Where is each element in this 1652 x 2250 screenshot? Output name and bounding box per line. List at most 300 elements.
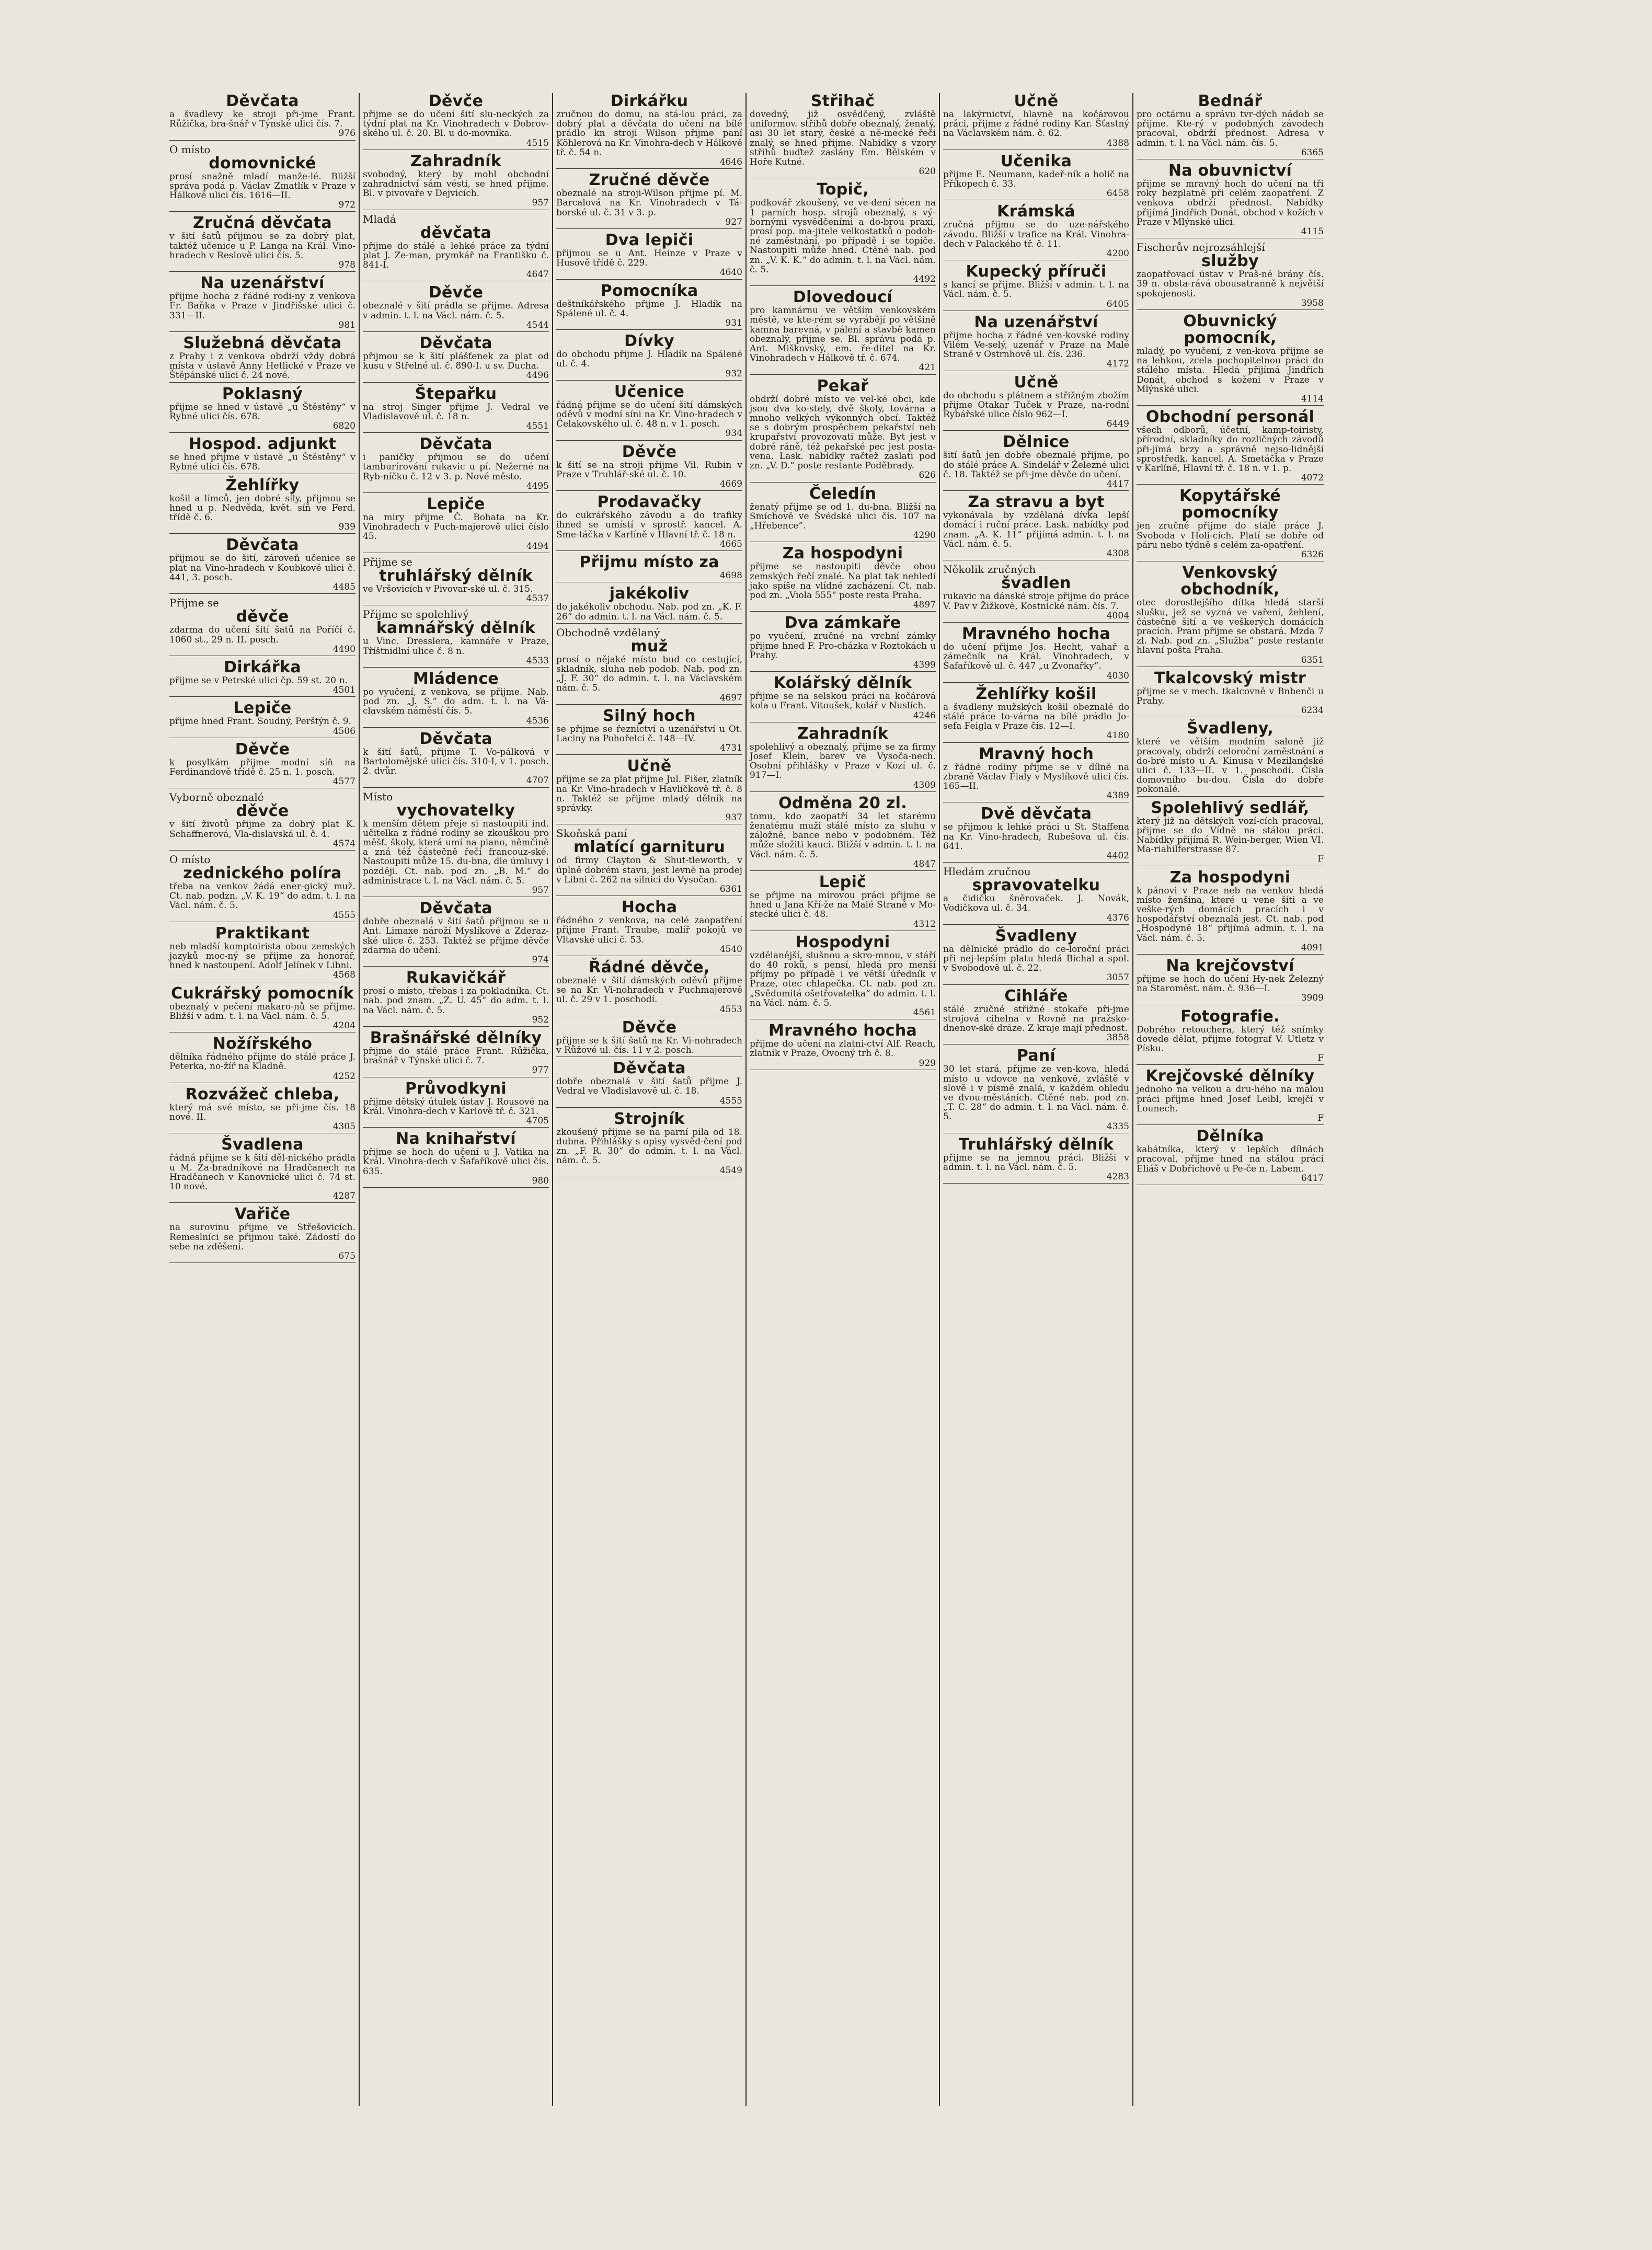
ad-number: 4533	[526, 655, 549, 666]
classified-ad	[1137, 1068, 1324, 1125]
ad-heading: Dirkářku	[610, 93, 689, 110]
ad-body: k posylkám přijme modní síň na Ferdinandově třídě č. 25 n. 1. posch.	[169, 757, 355, 777]
ad-heading: domovnické	[209, 154, 316, 173]
ad-number: 4568	[332, 970, 355, 981]
ad-body: po vyučení, z venkova, se přijme. Nab. pod zn. „J. S.“ do adm. t. l. na Vá-clavském náměstí čís. 5.	[363, 686, 549, 717]
ad-body: zdarma do učení šití šatů na Poříčí č. 1060 st., 29 n. II. posch.	[169, 625, 355, 645]
ad-number: 927	[725, 216, 742, 227]
ad-heading: spravovatelku	[972, 876, 1100, 895]
ad-number: 4200	[1106, 248, 1129, 259]
ad-body: přijme do stálé a lehké práce za týdní plat J. Ze-man, prymkář na Františku č. 841-I.	[363, 240, 549, 271]
ad-body: se hned přijme v ústavě „u Štěstěny“ v Rybné ulici čís. 678.	[169, 452, 355, 473]
ad-number: 4485	[332, 582, 355, 593]
column-3	[553, 93, 747, 2106]
ad-body: který má své místo, se při-jme čís. 18 nové. II.	[169, 1102, 355, 1122]
ad-heading: služby	[1201, 252, 1259, 271]
classified-ad	[943, 434, 1129, 491]
ad-number: 675	[338, 1251, 355, 1262]
ad-body: pro octárnu a správu tvr-dých nádob se přijme. Kte-rý v podobných závodech pracoval, obdrží přednost. Adresa v admin. t. l. na Václ. nám. čís. 5.	[1137, 109, 1324, 148]
classified-ad	[943, 746, 1129, 803]
ad-heading: Děvčata	[419, 899, 492, 918]
ad-heading: Děvčata	[226, 536, 299, 555]
ad-heading: Dělníka	[1196, 1127, 1264, 1146]
ad-heading: Na obuvnictví	[1168, 162, 1292, 180]
classified-ad	[750, 874, 936, 931]
ad-body: na dělnické prádlo do ce-loroční práci při nej-lepším platu hledá Bichal a spol. v Svobodově ul. č. 22.	[943, 944, 1129, 974]
ad-body: třeba na venkov žádá ener-gický muž. Ct. nab. podzn. „V. K. 19“ do adm. t. l. na Václ. nám. č. 5.	[169, 881, 355, 911]
ad-body: 30 let stará, přijme ze ven-kova, hledá místo u vdovce na venkově, zvláště v slově i v písmě znalá, v každém ohledu ve dvou-městáních. Ctěné nab. pod zn. „T. C. 28“ do admin. t. l. na Václ. nám. č. 5.	[943, 1064, 1129, 1122]
ad-body: přijme se do učení šití slu-neckých za týdní plat na Kr. Vinohradech v Dobrov-ského ul. č. 20. Bl. u do-movníka.	[363, 109, 549, 139]
ad-number: 957	[532, 885, 549, 896]
classified-ad	[943, 314, 1129, 371]
classified-ad	[943, 374, 1129, 431]
classified-ad	[169, 985, 355, 1033]
classified-ad	[943, 626, 1129, 683]
classified-ad	[363, 970, 549, 1027]
classified-ad	[169, 93, 355, 141]
classified-ad	[943, 806, 1129, 863]
ad-heading: Zahradník	[410, 152, 502, 170]
classified-ad	[750, 934, 936, 1019]
classified-ad	[169, 1206, 355, 1263]
ad-heading: Dvě děvčata	[980, 805, 1092, 823]
ad-body: po vyučení, zručné na vrchní zámky přijme hned F. Pro-cházka v Roztokách u Prahy.	[750, 631, 936, 661]
classified-ad	[363, 335, 549, 383]
ad-body: které ve větším modním saloně již pracovaly, obdrží celoroční zaměstnání a do-bré místo u A. Kinusa v Mezilandské ulici č. 133—II. v 1. poschodí. Čísla domovního bu-dou. Čísla do dobře pokonalé.	[1137, 737, 1324, 795]
ad-number: 3057	[1106, 972, 1129, 983]
ad-heading: Na uzenářství	[974, 313, 1098, 331]
classified-ad	[1137, 1128, 1324, 1185]
ad-heading: jakékoliv	[609, 584, 690, 603]
ad-body: přijme hocha z řádné ven-kovské rodiny Vilém Ve-selý, uzenář v Praze na Malé Straně v Ostrnhově ul. čís. 236.	[943, 330, 1129, 360]
classified-ad	[556, 899, 742, 956]
ad-number: 6449	[1106, 419, 1129, 430]
ad-heading: Děvče	[622, 1018, 677, 1037]
ad-body: Dobrého retouchera, který též snímky dovede dělat, přijme fotograf V. Utletz v Písku.	[1137, 1024, 1324, 1054]
ad-heading: muž	[630, 637, 668, 656]
ad-number: 4495	[526, 480, 549, 491]
ad-number: 6361	[719, 883, 742, 894]
ad-body: do jakékoliv obchodu. Nab. pod zn. „K. F. 26“ do admin. t. l. na Václ. nám. č. 5.	[556, 602, 742, 622]
classified-ad	[556, 828, 742, 896]
ad-body: se přijme na mírovou práci přijme se hned u Jana Kří-že na Malé Straně v Mo-stecké ulici č. 48.	[750, 890, 936, 920]
ad-number: 4115	[1301, 226, 1324, 237]
ad-heading: vychovatelky	[396, 801, 515, 820]
ad-preheading: Přijme se	[169, 596, 219, 610]
classified-ad	[943, 203, 1129, 260]
ad-body: vykonávala by vzdělaná dívka lepší domácí i ruční práce. Lask. nabídky pod znam. „A. K. 11“ přijímá admin. t. l. na Václ. nám. č. 5.	[943, 510, 1129, 549]
ad-heading: Učně	[627, 757, 672, 776]
ad-number: 4555	[719, 1095, 742, 1106]
ad-number: 4204	[332, 1020, 355, 1031]
ad-body: a švadleny mužských košil obeznalé do stálé práce to-várna na bílé prádlo Jo-sefa Feigla v Praze čís. 12—I.	[943, 702, 1129, 732]
ad-number: 6458	[1106, 188, 1129, 199]
ad-body: tomu, kdo zaopatří 34 let starému ženatému muži stálé místo za sluhu v záložně, bance nebo v podobném. Též může složiti kauci. Bližší v admin. t. l. na Václ. nám. č. 5.	[750, 811, 936, 860]
ad-number: 974	[532, 954, 549, 965]
ad-heading: Krejčovské dělníky	[1145, 1067, 1315, 1086]
ad-number: 4555	[332, 910, 355, 921]
ad-heading: Děvčata	[419, 435, 492, 454]
ad-body: přijmou se k šití plášťenek za plat od kusu v Střelné ul. č. 890-I. u sv. Ducha.	[363, 351, 549, 372]
ad-number: 4305	[332, 1121, 355, 1132]
ad-heading: Lepiče	[427, 495, 485, 514]
ad-heading: Dělnice	[1003, 433, 1070, 452]
ad-number: 4665	[719, 538, 742, 549]
ad-body: ve Vršovicích v Pivovar-ské ul. č. 315.	[363, 583, 533, 594]
ad-number: 4402	[1106, 850, 1129, 861]
ad-body: neb mladší komptoirista obou zemských jazyků moc-ný se přijme za honorář, hned k nastoupení. Adolf Jelínek v Libni.	[169, 941, 355, 971]
ad-heading: truhlářský dělník	[379, 566, 533, 585]
classified-ad	[169, 1137, 355, 1203]
ad-heading: Kupecký příruči	[966, 262, 1107, 281]
ad-number: 4561	[913, 1007, 936, 1018]
ad-heading: Zručná děvčata	[193, 214, 332, 233]
column-1	[166, 93, 360, 2106]
ad-number: F	[1317, 854, 1324, 865]
ad-heading: děvče	[236, 607, 289, 626]
classified-ad	[1137, 958, 1324, 1005]
ad-heading: Učenika	[1000, 152, 1072, 170]
ad-body: do cukrářského závodu a do trafiky ihned se umístí v sprostř. kancel. A. Sme-táčka v Karlíně v Hlavní tř. č. 18 n.	[556, 510, 742, 540]
ad-body: a švadlevy ke stroji při-jme Frant. Růžička, bra-šnář v Týnské ulici čís. 7.	[169, 109, 355, 130]
classified-ad	[169, 477, 355, 534]
ad-heading: Tkalcovský mistr	[1154, 669, 1306, 687]
ad-number: 6365	[1301, 147, 1324, 158]
classified-ad	[363, 496, 549, 553]
ad-number: 4897	[913, 600, 936, 611]
ad-body: a čidičku šněrovaček. J. Novák, Vodičkova ul. č. 34.	[943, 893, 1129, 914]
ad-number: 4494	[526, 541, 549, 552]
classified-ad	[363, 731, 549, 788]
ad-body: přijme hocha z řádné rodi-ny z venkova Fr. Baňka v Praze v Jindřišské ulici č. 331—II.	[169, 291, 355, 321]
ad-heading: Hospod. adjunkt	[188, 435, 337, 454]
ad-body: obeznalý v pečení makaro-nů se přijme. Bližší v adm. t. l. na Václ. nám. č. 5.	[169, 1001, 355, 1021]
ad-number: 4252	[332, 1071, 355, 1082]
classified-ad	[750, 1023, 936, 1070]
ad-number: 4553	[719, 1004, 742, 1015]
ad-heading: Lepiče	[233, 699, 292, 718]
ad-number: 6405	[1106, 299, 1129, 309]
classified-ad	[169, 144, 355, 212]
classified-ad	[169, 854, 355, 922]
ad-number: 4004	[1106, 610, 1129, 621]
ad-heading: Střihač	[810, 93, 875, 110]
ad-body: do obchodu s plátnem a střižným zbožím přijme Otakar Tuček v Praze, na-rodní Rybářské ulice číslo 962—I.	[943, 390, 1129, 420]
ad-number: 6326	[1301, 549, 1324, 560]
ad-body: k pánovi v Praze neb na venkov hledá místo ženšina, které u vene šíti a ve veške-rých domácích pracích i v hospodářství obeznalá jest. Ct. nab. pod „Hospodyně 18“ přijímá admin. t. l. na Václ. nám. č. 5.	[1137, 885, 1324, 944]
ad-preheading: Obchodně vzdělaný	[556, 626, 660, 639]
ad-body: přijme se nastoupiti děvče obou zemských řečí znalé. Na plat tak nehledí jako spíše na vlídné zacházení. Ct. nab. pod zn. „Viola 555“ poste resta Praha.	[750, 561, 936, 601]
ad-preheading: Skoňská paní	[556, 827, 627, 840]
classified-ad	[363, 1081, 549, 1128]
ad-body: přijme E. Neumann, kadeř-ník a holič na Příkopech č. 33.	[943, 169, 1129, 190]
ad-body: deštníkářského přijme J. Hladík na Spálené ul. č. 4.	[556, 299, 742, 319]
ad-body: pro kamnárnu ve větším venkovském městě, ve kte-rém se vyrábějí po většině kamna barevná, v pálení a stavbě kamen obeznalý, přijme se. Bl. správu podá p. Ant. Miškovský, em. ře-ditel na Kr. Vinohradech v Hálkově tř. č. 674.	[750, 305, 936, 364]
ad-heading: Děvčata	[226, 93, 299, 110]
ad-number: 4492	[913, 274, 936, 285]
ad-body: k menším dětem přeje si nastoupiti ind. učitelka z řádné rodiny se zkouškou pro měšť. školy, která umí na piano, němčině a zná též částečně řeči francouz-ské. Nastoupiti může 15. du-bna, dle úmluvy i později. Ct. nab. pod zn. „B. M.“ do administrace t. l. na Václ. nám. č. 5.	[363, 818, 549, 886]
ad-body: řádného z venkova, na celé zaopatření přijme Frant. Traube, malíř pokojů ve Vltavské ulici č. 53.	[556, 915, 742, 945]
ad-heading: Švadleny,	[1186, 719, 1274, 738]
ad-heading: Za hospodyni	[1169, 868, 1291, 887]
ad-number: 4399	[913, 659, 936, 670]
ad-preheading: Hledám zručnou	[943, 865, 1031, 878]
ad-heading: Dirkářka	[224, 658, 301, 676]
ad-number: 4847	[913, 858, 936, 869]
ad-heading: Zručné děvče	[589, 171, 710, 190]
ad-body: dovedný, již osvědčený, zvláště uniformov. střihů dobře obeznalý, ženatý, asi 30 let starý, české a ně-mecké řeči znalý, se hned přijme. Nabídky s vzory střihů buďtež zaslány Em. Bělském v Hoře Kutné.	[750, 109, 936, 168]
ad-preheading: Fischerův nejrozsáhlejší	[1137, 241, 1265, 254]
ad-heading: Truhlářský dělník	[958, 1135, 1114, 1154]
ad-heading: Švadlena	[221, 1135, 304, 1154]
ad-number: 4537	[526, 593, 549, 604]
classified-ad	[750, 726, 936, 792]
classified-ad	[169, 335, 355, 383]
ad-number: 4309	[913, 779, 936, 790]
ad-number: 4308	[1106, 548, 1129, 559]
ad-heading: Zahradník	[797, 724, 889, 743]
ad-number: 978	[338, 260, 355, 271]
ad-number: 976	[338, 128, 355, 139]
ad-body: řádná přijme se k šití děl-nického prádla u M. Za-bradníkové na Hradčanech na Hradčanech v Kanovnické ulici č. 74 st. 10 nové.	[169, 1153, 355, 1192]
classified-ad	[1137, 93, 1324, 159]
ad-body: z řádné rodiny přijme se v dílně na zbraně Václav Fialy v Myslíkově ulici čís. 165—II.	[943, 762, 1129, 791]
classified-ad	[943, 494, 1129, 560]
classified-ad	[363, 671, 549, 728]
classified-ad	[169, 741, 355, 789]
ad-number: 6351	[1301, 655, 1324, 665]
classified-ad	[943, 153, 1129, 201]
ad-preheading: O místo	[169, 143, 211, 156]
classified-ad	[556, 1019, 742, 1057]
classified-ad	[363, 1131, 549, 1188]
ad-body: na miry přijme Č. Bohata na Kr. Vinohradech v Puch-majerově ulici číslo 45.	[363, 512, 549, 542]
ad-body: podkovář zkoušený, ve ve-dení sécen na 1 parních hosp. strojů obeznalý, s vý-bornými vysvědčeními a do-brou praxí, prosí pop. ma-jitele velkostatků o podob-né zaměstnání, po případě i se topiče. Nastoupiti může hned. Ctěné nab. pod zn. „V. K. K.“ do admin. t. l. na Václ. nám. č. 5.	[750, 198, 936, 275]
ad-body: u Vinc. Dresslera, kamnáře v Praze, Tříštnidlní ulice č. 8 n.	[363, 636, 549, 657]
ad-body: dobře obeznalá v šití šatů přijme J. Vedral ve Vladislavově ul. č. 18.	[556, 1076, 742, 1097]
ad-heading: Děvče	[428, 283, 484, 302]
classified-ad	[556, 959, 742, 1016]
ad-preheading: Několik zručných	[943, 563, 1036, 576]
ad-number: F	[1317, 1053, 1324, 1064]
ad-heading: mlatící garnituru	[573, 838, 726, 857]
classified-ad	[750, 675, 936, 722]
ad-body: přijme se na jemnou práci. Bližší v admin. t. l. na Václ. nám. č. 5.	[943, 1152, 1129, 1173]
classified-ad	[556, 554, 742, 582]
ad-heading: Děvče	[428, 93, 484, 110]
ad-body: přijme se v Petrské ulici čp. 59 st. 20 n.	[169, 675, 348, 686]
classified-ad	[169, 537, 355, 594]
ad-number: 4388	[1106, 137, 1129, 148]
ad-heading: Lepič	[819, 873, 867, 891]
classified-ad	[363, 213, 549, 282]
classified-ad	[363, 284, 549, 332]
classified-ad	[556, 283, 742, 330]
ad-body: se přijmou k lehké práci u St. Staffena na Kr. Vino-hradech, Rubešova ul. čís. 641.	[943, 822, 1129, 852]
ad-heading: Nožířského	[212, 1035, 313, 1053]
classified-ad	[943, 928, 1129, 985]
ad-number: 4114	[1301, 394, 1324, 405]
ad-number: 4647	[526, 269, 549, 280]
ad-number: 4540	[719, 944, 742, 955]
ad-number: 4544	[526, 319, 549, 330]
ad-body: jednoho na velkou a dru-hého na malou práci přijme hned Josef Leibl, krejčí v Lounech.	[1137, 1084, 1324, 1114]
classified-ad	[556, 384, 742, 441]
ad-number: 4577	[332, 776, 355, 787]
classified-ad	[169, 700, 355, 738]
ad-body: v šití životů přijme za dobrý plat K. Schaffnerová, Vla-dislavská ul. č. 4.	[169, 819, 355, 840]
classified-ad	[556, 172, 742, 229]
ad-heading: Fotografie.	[1180, 1007, 1280, 1026]
classified-ad	[363, 153, 549, 210]
ad-number: 4312	[913, 919, 936, 929]
ad-body: rukavic na dánské stroje přijme do práce V. Pav v Žižkově, Kostnické nám. čís. 7.	[943, 591, 1129, 612]
ad-body: na lakýrnictví, hlavně na kočárovou práci, přijme z řádné rodiny Kar. Šťastný na Václavském nám. č. 62.	[943, 109, 1129, 139]
ad-heading: Služebná děvčata	[183, 334, 342, 353]
ad-heading: Obchodní personál	[1145, 408, 1315, 427]
classified-ad	[750, 615, 936, 672]
classified-ad	[169, 1086, 355, 1134]
ad-number: 981	[338, 319, 355, 330]
classified-ad	[556, 758, 742, 824]
column-5	[940, 93, 1133, 2106]
ad-body: od firmy Clayton & Shut-tleworth, v úplně dobrém stavu, jest levně na prodej v Libni č. 262 na silnici do Vysočan.	[556, 855, 742, 885]
ad-number: 4287	[332, 1191, 355, 1202]
ad-number: 4030	[1106, 670, 1129, 681]
ad-body: kabátníka, který v lepších dílnách pracoval, přijme hned na stálou práci Eliáš v Dobřichově u Pe-če n. Labem.	[1137, 1144, 1324, 1174]
classified-ad	[363, 436, 549, 493]
ad-heading: Poklasný	[222, 384, 303, 403]
ad-heading: děvče	[236, 802, 289, 821]
ad-body: obeznalé v šití prádla se přijme. Adresa v admin. t. l. na Václ. nám. č. 5.	[363, 301, 549, 321]
ad-body: zručná přijmu se do uze-nářského závodu. Bližší v trafice na Král. Vinohra-dech v Palackého tř. č. 11.	[943, 220, 1129, 249]
ad-body: k šití šatů, přijme T. Vo-pálková v Bartolomějské ulici čís. 310-I, v 1. posch. 2. dvůr.	[363, 747, 549, 777]
ad-preheading: Přijme se	[363, 555, 412, 568]
classified-ad	[1137, 163, 1324, 238]
ad-heading: Přijmu místo za	[579, 553, 719, 572]
ad-body: i paničky přijmou se do učení tamburírování rukavic u pí. Nežerné na Ryb-níčku č. 12 v 3. p. Nové město.	[363, 452, 549, 482]
ad-number: 980	[532, 1175, 549, 1186]
classified-ad	[363, 791, 549, 898]
ad-preheading: Přijme se spolehlivý	[363, 608, 469, 621]
ad-heading: Bednář	[1198, 93, 1263, 110]
ad-heading: Děvčata	[419, 729, 492, 748]
classified-ad	[169, 1036, 355, 1083]
ad-body: vzdělanější, slušnou a skro-mnou, v stáří do 40 roků, s pensí, hledá pro menší příjmy po případě i ve větší úředník v Praze, otec chlapečka. Ct. nab. pod zn. „Svědomitá ošetřovatelka“ do admin. t. l. na Václ. nám. č. 5.	[750, 950, 936, 1008]
classified-ad	[556, 232, 742, 280]
classified-ad	[169, 386, 355, 433]
classified-ad	[556, 1060, 742, 1108]
ad-body: řádná přijme se do učení šití dámských oděvů v modní síni na Kr. Vino-hradech v Čelakovského ul. č. 48 n. v 1. posch.	[556, 399, 742, 430]
ad-heading: Čeledín	[809, 484, 877, 503]
classified-ad	[556, 586, 742, 623]
ad-body: přijme se za plat přijme Jul. Fišer, zlatník na Kr. Vino-hradech v Havlíčkově tř. č. 8 n. Taktéž se přijme mladý dělník na správky.	[556, 774, 742, 813]
ad-body: zručnou do domu, na stá-lou práci, za dobrý plat a děvčata do učení na bílé prádlo kn stroji Wilson přijme paní Köhlerová na Kr. Vinohra-dech v Hálkově tř. č. 54 n.	[556, 109, 742, 158]
ad-body: mladý, po vyučení, z ven-kova přijme se na lehkou, zcela pochopitelnou práci do stálého místa. Hledá přijímá Jindřich Donát, obchod s koženi v Praze v Mlýnské ulici.	[1137, 346, 1324, 395]
classified-ad	[943, 686, 1129, 743]
classified-ad	[943, 1137, 1129, 1184]
ad-preheading: O místo	[169, 853, 211, 866]
classified-ad	[169, 215, 355, 272]
ad-heading: švadlen	[1001, 574, 1071, 593]
ad-number: 929	[919, 1058, 936, 1069]
classified-ad	[1137, 670, 1324, 718]
ad-body: s kancí se přijme. Bližší v admin. t. l. na Václ. nám. č. 5.	[943, 280, 1129, 300]
ad-heading: zednického políra	[183, 864, 342, 882]
ad-heading: Štepařku	[415, 384, 497, 403]
ad-heading: Děvčata	[613, 1059, 686, 1078]
ad-heading: Dlovedoucí	[793, 288, 893, 307]
classified-ad	[363, 609, 549, 668]
classified-ad	[750, 93, 936, 178]
ad-heading: Dva lepiči	[605, 231, 694, 250]
classified-ad	[943, 988, 1129, 1045]
ad-body: stálé zručné střižné stokaře při-jme strojová cihelna v Rovně na pražsko-dnenov-ské dráze. Z kraje mají přednost.	[943, 1004, 1129, 1034]
ad-number: 6417	[1301, 1173, 1324, 1184]
classified-ad	[169, 925, 355, 982]
ad-body: přijme do učení na zlatni-ctví Alf. Reach, zlatník v Praze, Ovocný trh č. 8.	[750, 1039, 936, 1059]
ad-number: 4536	[526, 715, 549, 726]
ad-heading: Žehlířky košil	[976, 684, 1097, 703]
ad-number: 952	[532, 1014, 549, 1025]
classified-ad	[169, 791, 355, 851]
ad-heading: Švadleny	[995, 926, 1077, 945]
classified-ad	[556, 93, 742, 169]
ad-number: 4549	[719, 1165, 742, 1176]
ad-heading: děvčata	[420, 223, 492, 242]
ad-number: 4501	[332, 685, 355, 696]
ad-body: přijme se mravný hoch do učení na tři roky bezplatně při celém zaopatření. Z venkova obdrží přednost. Nabídky přijímá Jindřich Donát, obchod v kožích v Praze v Mlýnské ulici.	[1137, 179, 1324, 227]
ad-number: 4551	[526, 421, 549, 432]
ad-heading: Venkovský obchodník,	[1180, 564, 1280, 599]
ad-number: 4091	[1301, 942, 1324, 953]
ad-body: z Prahy i z venkova obdrží vždy dobrá místa v ústavě Anny Hetlické v Praze ve Štěpánské ulici č. 24 nové.	[169, 351, 355, 381]
ad-number: 4417	[1106, 479, 1129, 490]
classified-ad	[556, 708, 742, 755]
classified-ad	[556, 333, 742, 381]
ad-number: 939	[338, 522, 355, 533]
ad-number: 421	[919, 362, 936, 373]
ad-heading: Mravného hocha	[768, 1021, 917, 1040]
classified-ad	[169, 436, 355, 474]
classified-ad	[169, 275, 355, 332]
ad-body: šití šatů jen dobře obeznalé přijme, po do stálé práce A. Sindelář v Železné ulici č. 18. Taktéž se při-jme děvče do učení.	[943, 450, 1129, 480]
classified-ad	[556, 627, 742, 705]
ad-body: přijme se hoch do učení Hy-nek Železný na Staroměst. nám. č. 936—I.	[1137, 973, 1324, 994]
ad-number: 4574	[332, 838, 355, 849]
ad-body: košil a límců, jen dobré síly, přijmou se hned u p. Nedvěda, květ. síň ve Ferd. třídě č. 6.	[169, 493, 355, 523]
ad-heading: Učenice	[614, 382, 685, 401]
ad-heading: Za stravu a byt	[968, 493, 1105, 512]
ad-number: 4180	[1106, 730, 1129, 741]
ad-number: 4072	[1301, 473, 1324, 484]
classified-ad	[169, 597, 355, 656]
ad-number: 4389	[1106, 790, 1129, 801]
ad-body: zkoušený přijme se na parní pila od 18. dubna. Přihlášky s opisy vysvěd-čení pod zn. „F. R. 30“ do admin. t. l. na Václ. nám. č. 5.	[556, 1127, 742, 1166]
classified-columns	[166, 93, 1327, 2106]
ad-number: 972	[338, 200, 355, 211]
ad-body: na stroj Singer přijme J. Vedral ve Vladislavově ul. č. 18 n.	[363, 401, 549, 422]
ad-body: prosí o nějaké místo bud co cestující, skladník, sluha neb podob. Nab. pod zn. „J. F. 30“ do admin. t. l. na Václavském nám. č. 5.	[556, 654, 742, 694]
ad-heading: Spolehlivý sedlář,	[1151, 798, 1310, 817]
ad-body: dobře obeznalá v šití šatů přijmou se u Ant. Limaxe nároží Myslíkové a Zderaz-ské ulice č. 253. Taktéž se přijme děvče zdarma do učení.	[363, 916, 549, 956]
ad-heading: Prodavačky	[597, 493, 702, 512]
ad-body: obeznalé v šití dámských oděvů přijme se na Kr. Vi-nohradech v Puchmajerově ul. č. 29 v 1. poschodí.	[556, 975, 742, 1005]
ad-heading: Cihláře	[1004, 986, 1068, 1005]
ad-number: 4246	[913, 710, 936, 721]
column-2	[360, 93, 553, 2106]
ad-number: 4705	[526, 1116, 549, 1126]
